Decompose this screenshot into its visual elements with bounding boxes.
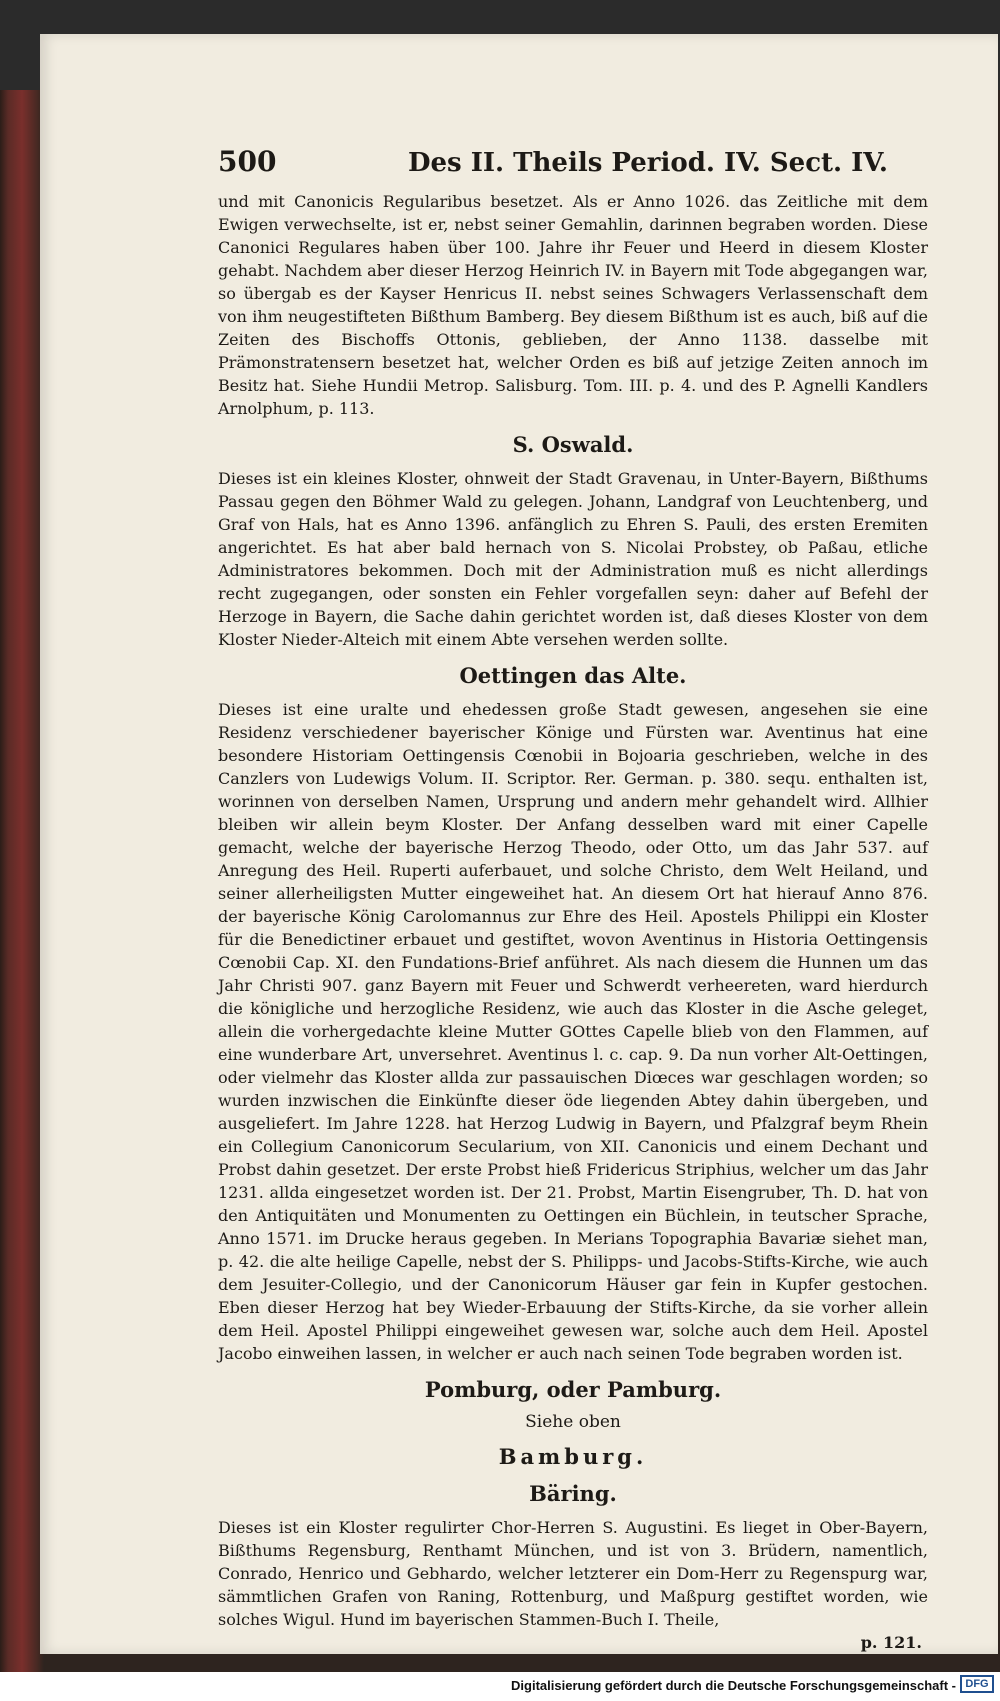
- catchword: p. 121.: [860, 1633, 922, 1652]
- see-also-label: Siehe oben: [525, 1412, 621, 1432]
- heading-pomburg: Pomburg, oder Pamburg.: [424, 1377, 722, 1402]
- baering-paragraph: Dieses ist ein Kloster regulirter Chor-Herren S. Augustini. Es lieget in Ober-Bayern, Bißthums Regensburg, Renthamt München, und ist von 3. Brüdern, namentlich, Conrado, Henrico und Gebhardo, welcher letzterer ein Dom-Herr zu Regenspurg war, sämmtlichen Grafen von Raning, Rottenburg, und Maßpurg gestiftet worden, wie solches Wigul. Hund im bayerischen Stammen-Buch I. Theile,: [218, 1518, 928, 1629]
- oswald-paragraph: Dieses ist ein kleines Kloster, ohnweit der Stadt Gravenau, in Unter-Bayern, Bißthums Passau gegen den Böhmer Wald zu gelegen. Johann, Landgraf von Leuchtenberg, und Graf von Hals, hat es Anno 1396. anfänglich zu Ehren S. Pauli, des ersten Eremiten angerichtet. Es hat aber bald hernach von S. Nicolai Probstey, ob Paßau, etliche Administratores bekommen. Doch mit der Administration muß es nicht allerdings recht zugegangen, oder sonsten ein Fehler vorgefallen seyn: daher auf Befehl der Herzoge in Bayern, die Sache dahin gerichtet worden ist, daß dieses Kloster von dem Kloster Nieder-Alteich mit einem Abte versehen werden sollte.: [218, 469, 928, 649]
- running-head: [218, 145, 928, 178]
- oettingen-paragraph: Dieses ist eine uralte und ehedessen große Stadt gewesen, angesehen sie eine Residenz verschiedener bayerischer Könige und Fürsten war. Aventinus hat eine besondere Historiam Oettingensis Cœnobii in Bojoaria geschrieben, welche in des Canzlers von Ludewigs Volum. II. Scriptor. Rer. German. p. 380. sequ. enthalten ist, worinnen von derselben Namen, Ursprung und andern mehr gehandelt wird. Allhier bleiben wir allein beym Kloster. Der Anfang desselben ward mit einer Capelle gemacht, welche der bayerische Herzog Theodo, oder Otto, um das Jahr 537. auf Anregung des Heil. Ruperti auferbauet, und solche Christo, dem Welt Heiland, und seiner allerheiligsten Mutter eingeweihet hat. An diesem Ort hat hierauf Anno 876. der bayerische König Carolomannus zur Ehre des Heil. Apostels Philippi ein Kloster für die Benedictiner erbauet und gestiftet, wovon Aventinus in Historia Oettingensis Cœnobii Cap. XI. den Fundations-Brief anführet. Als nach diesem die Hunnen um das Jahr Christi 907. ganz Bayern mit Feuer und Schwerdt verheereten, ward hierdurch die königliche und herzogliche Residenz, wie auch das Kloster in die Asche geleget, allein die vorhergedachte kleine Mutter GOttes Capelle blieb von den Flammen, auf eine wunderbare Art, unversehret. Aventinus l. c. cap. 9. Da nun vorher Alt-Oettingen, oder vielmehr das Kloster allda zur passauischen Diœces war geschlagen worden; so wurden inzwischen die Einkünfte dieser öde liegenden Abtey dahin übergeben, und ausgeliefert. Im Jahre 1228. hat Herzog Ludwig in Bayern, und Pfalzgraf beym Rhein ein Collegium Canonicorum Secularium, von XII. Canonicis und einem Dechant und Probst dahin gesetzet. Der erste Probst hieß Fridericus Striphius, welcher um das Jahr 1231. allda eingesetzet worden ist. Der 21. Probst, Martin Eisengruber, Th. D. hat von den Antiquitäten und Monumenten zu Oettingen ein Büchlein, in teutscher Sprache, Anno 1571. im Drucke heraus gegeben. In Merians Topographia Bavariæ siehet man, p. 42. die alte heilige Capelle, nebst der S. Philipps- und Jacobs-Stifts-Kirche, wie auch dem Jesuiter-Collegio, und der Canonicorum Häuser gar fein in Kupfer gestochen. Eben dieser Herzog hat bey Wieder-Erbauung der Stifts-Kirche, da sie vorher allein dem Heil. Apostel Philippi eingeweihet gewesen war, solche auch dem Heil. Apostel Jacobo einweihen lassen, in welcher er auch nach seinen Tode begraben worden ist.: [218, 700, 928, 1363]
- heading-oswald: S. Oswald.: [512, 432, 634, 457]
- dfg-logo: DFG: [960, 1675, 994, 1693]
- footer-credit: Digitalisierung gefördert durch die Deutsche Forschungsgemeinschaft -: [511, 1678, 956, 1693]
- page-content: [218, 145, 928, 1652]
- running-title: Des II. Theils Period. IV. Sect. IV.: [407, 148, 888, 178]
- page-number: 500: [218, 145, 277, 178]
- intro-paragraph: und mit Canonicis Regularibus besetzet. Als er Anno 1026. das Zeitliche mit dem Ewigen verwechselte, ist er, nebst seiner Gemahlin, darinnen begraben worden. Diese Canonici Regulares haben über 100. Jahre ihr Feuer und Heerd in diesem Kloster gehabt. Nachdem aber dieser Herzog Heinrich IV. in Bayern mit Tode abgegangen war, so übergab es der Kayser Henricus II. nebst seines Schwagers Verlassenschaft dem von ihm neugestifteten Bißthum Bamberg. Bey diesem Bißthum ist es auch, biß auf die Zeiten des Bischoffs Ottonis, geblieben, der Anno 1138. dasselbe mit Prämonstratensern besetzet hat, welcher Orden es biß auf jetzige Zeiten annoch im Besitz hat. Siehe Hundii Metrop. Salisburg. Tom. III. p. 4. und des P. Agnelli Kandlers Arnolphum, p. 113.: [218, 192, 928, 418]
- see-also-target: Bamburg.: [498, 1444, 648, 1469]
- heading-baering: Bäring.: [529, 1481, 617, 1506]
- heading-oettingen: Oettingen das Alte.: [459, 663, 687, 688]
